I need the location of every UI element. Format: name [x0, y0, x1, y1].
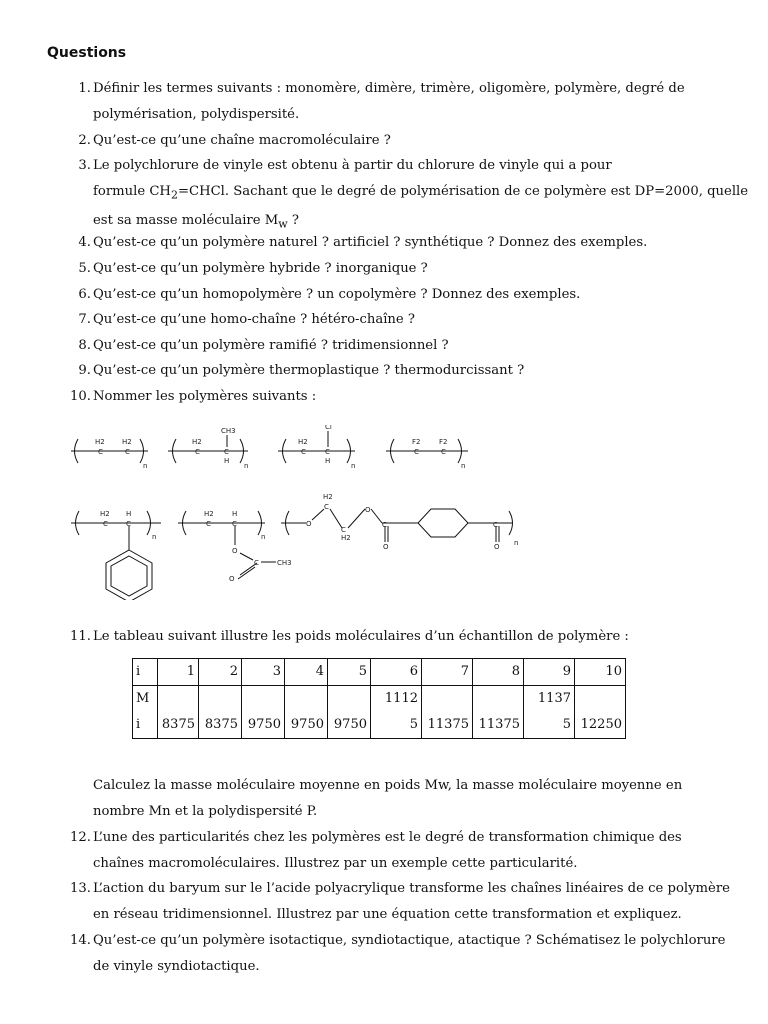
- question-text: Qu’est-ce qu’une chaîne macromoléculaire ?: [93, 133, 391, 148]
- label-h2: H2: [122, 438, 132, 446]
- label-h2: H2: [204, 510, 214, 518]
- question-8: [78, 333, 733, 359]
- label-n: n: [143, 462, 148, 470]
- question-text: L’action du baryum sur le l’acide polyacrylique transforme les chaînes linéaires de ce polymère en réseau tridimensionnel. Illustrez par une équation cette transformation et expliquez.: [93, 881, 730, 922]
- question-3: [78, 153, 749, 237]
- question-number: 10.: [70, 389, 91, 404]
- question-6: [78, 282, 733, 308]
- label-c: C: [414, 448, 419, 456]
- label-o: O: [365, 506, 371, 514]
- label-o: O: [306, 520, 312, 528]
- question-text: Qu’est-ce qu’un polymère isotactique, syndiotactique, atactique ? Schématisez le polychlorure de vinyle syndiotactique.: [93, 933, 726, 974]
- table-header-i: i: [133, 659, 158, 686]
- question-number: 11.: [70, 629, 91, 644]
- label-o: O: [232, 547, 238, 555]
- table-cell: 9750: [242, 686, 285, 739]
- polymer-structures: [68, 425, 568, 604]
- question-14: [70, 928, 733, 979]
- question-11: [70, 624, 733, 650]
- table-cell: 11375: [473, 686, 524, 739]
- structure-labels: [95, 425, 518, 583]
- question-text: Calculez la masse moléculaire moyenne en poids Mw, la masse moléculaire moyenne en nombre Mn et la polydispersité P.: [93, 778, 683, 819]
- question-4: [78, 230, 733, 256]
- table-row-index: [133, 659, 626, 686]
- question-11-followup: [93, 773, 733, 824]
- molecular-weight-table: [132, 658, 626, 739]
- label-f2: F2: [412, 438, 421, 446]
- table-cell: 8: [473, 659, 524, 686]
- label-c: C: [325, 448, 330, 456]
- question-number: 14.: [70, 933, 91, 948]
- table-cell: 1137 5: [524, 686, 575, 739]
- label-h2: H2: [323, 493, 333, 501]
- question-number: 3.: [78, 158, 91, 173]
- question-text: Qu’est-ce qu’un polymère thermoplastique ? thermodurcissant ?: [93, 363, 525, 378]
- label-h: H: [325, 457, 331, 465]
- question-9: [78, 358, 733, 384]
- subscript: 2: [170, 188, 178, 202]
- table-cell: 11375: [422, 686, 473, 739]
- label-c: C: [126, 520, 131, 528]
- label-n: n: [351, 462, 356, 470]
- text-part: est sa masse moléculaire M: [93, 212, 279, 228]
- label-c: C: [324, 503, 329, 511]
- label-c: C: [382, 521, 387, 529]
- label-c: C: [232, 520, 237, 528]
- label-c: C: [195, 448, 200, 456]
- table-cell: 10: [575, 659, 626, 686]
- table-cell: 2: [199, 659, 242, 686]
- question-text: Le tableau suivant illustre les poids moléculaires d’un échantillon de polymère :: [93, 629, 629, 644]
- label-h: H: [126, 510, 132, 518]
- header-m: M: [136, 691, 150, 706]
- label-c: C: [341, 526, 346, 534]
- label-h2: H2: [341, 534, 351, 542]
- table-cell: 5: [328, 659, 371, 686]
- label-h2: H2: [95, 438, 105, 446]
- question-2: [78, 128, 733, 154]
- label-o: O: [494, 543, 500, 551]
- label-ch3: CH3: [277, 559, 292, 567]
- label-c: C: [125, 448, 130, 456]
- table-cell: 9750: [328, 686, 371, 739]
- label-o: O: [383, 543, 389, 551]
- question-number: 4.: [78, 235, 91, 250]
- section-title: Questions: [47, 45, 127, 61]
- label-cl: Cl: [325, 425, 332, 431]
- question-10: [70, 384, 733, 410]
- label-c: C: [98, 448, 103, 456]
- question-number: 5.: [78, 261, 91, 276]
- label-c: C: [301, 448, 306, 456]
- label-c: C: [103, 520, 108, 528]
- table-cell: 9750: [285, 686, 328, 739]
- label-h2: H2: [100, 510, 110, 518]
- question-12: [70, 825, 733, 876]
- question-7: [78, 307, 733, 333]
- table-cell: 1112 5: [371, 686, 422, 739]
- text-part: =CHCl. Sachant que le degré de polymérisation de ce polymère est DP=2000, quelle: [177, 183, 749, 199]
- table-cell: 12250: [575, 686, 626, 739]
- question-number: 2.: [78, 133, 91, 148]
- label-c: C: [254, 559, 259, 567]
- question-text: Qu’est-ce qu’un polymère ramifié ? tridimensionnel ?: [93, 338, 449, 353]
- label-f2: F2: [439, 438, 448, 446]
- table-cell: 8375: [158, 686, 199, 739]
- subscript: w: [278, 217, 288, 231]
- table-cell: 9: [524, 659, 575, 686]
- question-number: 13.: [70, 881, 91, 896]
- label-n: n: [261, 533, 266, 541]
- question-number: 12.: [70, 830, 91, 845]
- question-number: 9.: [78, 363, 91, 378]
- label-n: n: [514, 539, 519, 547]
- question-text: Définir les termes suivants : monomère, dimère, trimère, oligomère, polymère, degré de polymérisation, polydispersité.: [93, 81, 685, 122]
- table-cell: 7: [422, 659, 473, 686]
- question-1: [78, 76, 733, 127]
- question-text: Nommer les polymères suivants :: [93, 389, 317, 404]
- question-text-line: [93, 179, 749, 208]
- label-h2: H2: [298, 438, 308, 446]
- label-ch3: CH3: [221, 427, 236, 435]
- label-c: C: [493, 521, 498, 529]
- text-part: formule CH: [93, 183, 171, 199]
- table-cell: 8375: [199, 686, 242, 739]
- question-13: [70, 876, 733, 927]
- question-number: 1.: [78, 81, 91, 96]
- label-o: O: [229, 575, 235, 583]
- header-i: i: [136, 717, 141, 732]
- table-header-mi: [133, 686, 158, 739]
- table-cell: 6: [371, 659, 422, 686]
- label-c: C: [441, 448, 446, 456]
- label-c: C: [206, 520, 211, 528]
- label-n: n: [244, 462, 249, 470]
- text-part: ?: [287, 212, 299, 228]
- label-h: H: [232, 510, 238, 518]
- question-text-line: Le polychlorure de vinyle est obtenu à partir du chlorure de vinyle qui a pour: [93, 158, 612, 173]
- table-cell: 4: [285, 659, 328, 686]
- label-n: n: [152, 533, 157, 541]
- question-text: Qu’est-ce qu’un polymère hybride ? inorganique ?: [93, 261, 428, 276]
- label-h2: H2: [192, 438, 202, 446]
- question-text: Qu’est-ce qu’un polymère naturel ? artificiel ? synthétique ? Donnez des exemples.: [93, 235, 648, 250]
- question-number: 7.: [78, 312, 91, 327]
- structures-figure: [68, 425, 568, 600]
- question-text: L’une des particularités chez les polymères est le degré de transformation chimique des chaînes macromoléculaires. Illustrez par un exemple cette particularité.: [93, 830, 682, 871]
- label-h: H: [224, 457, 230, 465]
- label-c: C: [224, 448, 229, 456]
- label-n: n: [461, 462, 466, 470]
- question-5: [78, 256, 733, 282]
- question-number: 8.: [78, 338, 91, 353]
- table-cell: 1: [158, 659, 199, 686]
- table-row-mass: [133, 686, 626, 739]
- question-text: Qu’est-ce qu’un homopolymère ? un copolymère ? Donnez des exemples.: [93, 287, 581, 302]
- question-number: 6.: [78, 287, 91, 302]
- question-text: Qu’est-ce qu’une homo-chaîne ? hétéro-chaîne ?: [93, 312, 415, 327]
- table-cell: 3: [242, 659, 285, 686]
